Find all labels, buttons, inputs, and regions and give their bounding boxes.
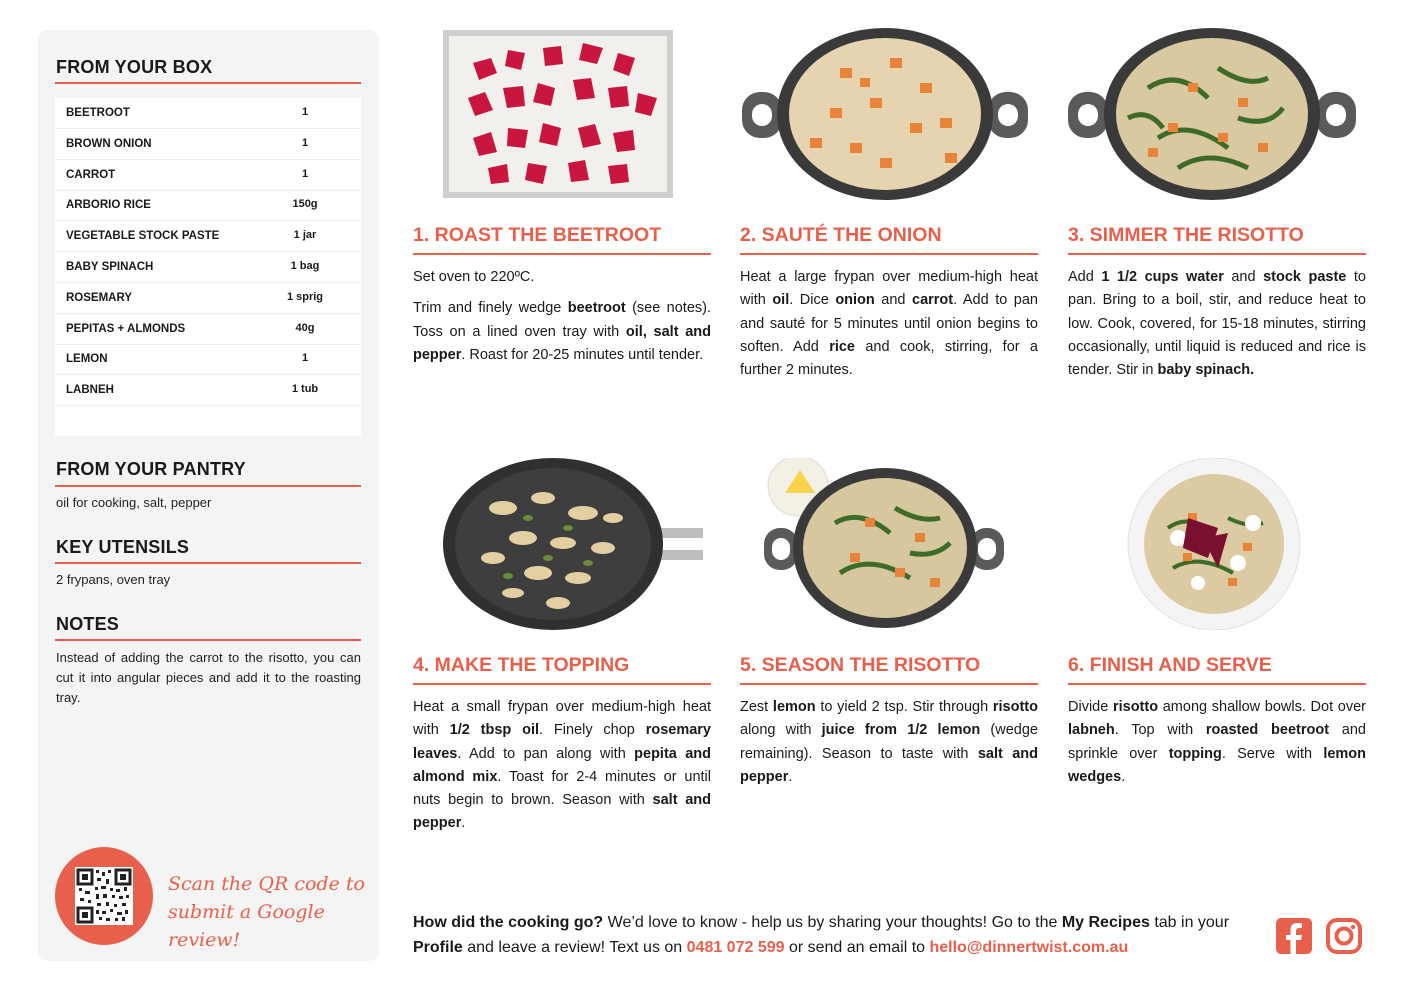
step-text: . Dice: [789, 292, 836, 309]
divider: [55, 562, 361, 564]
ingredient-highlight: 1 1/2 cups water: [1101, 269, 1224, 285]
ingredient-row: [55, 344, 361, 375]
step-text: Divide: [1068, 699, 1113, 715]
step-body: [413, 266, 711, 375]
ingredient-highlight: risotto: [992, 699, 1038, 715]
ingredient-highlight: beetroot: [567, 300, 626, 317]
qr-cta-text: [168, 870, 368, 954]
finished-dish-photo: [1068, 458, 1366, 630]
sidebar: [38, 30, 379, 961]
ingredient-name: VEGETABLE STOCK PASTE: [66, 230, 220, 243]
feedback-question: How did the cooking go?: [413, 914, 604, 931]
phone-link[interactable]: 0481 072 599: [686, 939, 785, 956]
step-title: 3. SIMMER THE RISOTTO: [1068, 224, 1304, 246]
ingredient-highlight: lemon wedges: [1068, 745, 1367, 785]
feedback-text-4: or send an email to: [784, 939, 930, 956]
ingredient-row: [55, 221, 361, 252]
ingredient-qty: 150g: [292, 198, 318, 211]
ingredient-name: BABY SPINACH: [66, 261, 154, 273]
ingredient-highlight: stock paste: [1263, 269, 1347, 285]
divider: [413, 253, 711, 255]
ingredient-name: PEPITAS + ALMONDS: [66, 322, 186, 335]
ingredient-highlight: salt and pepper: [413, 792, 711, 832]
step-text: and: [1223, 269, 1264, 285]
ingredient-row: [55, 98, 361, 129]
step-paragraph: [1068, 266, 1366, 382]
ingredient-qty: 1 jar: [293, 229, 317, 242]
ingredient-qty: 1: [301, 167, 309, 180]
risotto-frypan-photo: [1068, 28, 1366, 200]
ingredient-highlight: pepita and almond mix: [413, 745, 712, 785]
notes-text: Instead of adding the carrot to the risotto, you can cut it into angular pieces and add it to the roasting tray.: [56, 650, 361, 705]
step-title: 2. SAUTÉ THE ONION: [740, 224, 942, 246]
step-paragraph: [740, 696, 1038, 789]
ingredient-qty: 1: [301, 352, 309, 365]
step-text: to yield 2 tsp. Stir through: [815, 699, 993, 715]
pantry-text: oil for cooking, salt, pepper: [56, 495, 212, 510]
step-text: along with: [740, 722, 822, 739]
step-text: . Add to pan and sauté for 5 minutes until onion begins to soften. Add: [740, 292, 1038, 355]
step-text: Zest: [740, 699, 773, 715]
step-title: 6. FINISH AND SERVE: [1068, 654, 1272, 676]
step-body: [1068, 696, 1366, 797]
ingredient-highlight: onion: [835, 292, 875, 309]
divider: [1068, 683, 1366, 685]
step-text: and sprinkle over: [1068, 722, 1366, 762]
step-text: among shallow bowls. Dot over: [1158, 699, 1366, 715]
from-your-box-title: FROM YOUR BOX: [56, 57, 213, 77]
ingredient-name: CARROT: [66, 168, 116, 181]
instagram-icon[interactable]: [1326, 918, 1362, 954]
divider: [740, 683, 1038, 685]
ingredient-highlight: roasted beetroot: [1205, 722, 1330, 739]
ingredient-row: [55, 314, 361, 345]
ingredient-highlight: baby spinach.: [1157, 362, 1255, 379]
step-body: [413, 696, 711, 844]
step-text: Trim and finely wedge: [413, 300, 568, 317]
step-text: .: [788, 768, 793, 785]
step-paragraph: [740, 266, 1038, 382]
divider: [55, 485, 361, 487]
divider: [1068, 253, 1366, 255]
step-paragraph: [413, 297, 711, 367]
step-text: (wedge remaining). Season to taste with: [740, 722, 1038, 762]
ingredient-highlight: 1/2 tbsp oil: [449, 722, 540, 739]
feedback-text-3: and leave a review! Text us on: [462, 939, 687, 956]
step-paragraph: [413, 266, 711, 289]
qr-code-icon: [75, 867, 133, 925]
ingredient-table: [55, 98, 361, 436]
step-text: . Top with: [1114, 722, 1206, 739]
ingredient-name: ROSEMARY: [66, 291, 133, 304]
step-body: [740, 266, 1038, 390]
ingredient-qty: 1 bag: [290, 260, 320, 272]
step-text: Set oven to 220ºC.: [413, 269, 535, 285]
divider: [740, 253, 1038, 255]
my-recipes-link[interactable]: My Recipes: [1061, 914, 1150, 931]
qr-cta-line-2: submit a Google review!: [168, 901, 325, 951]
ingredient-name: ARBORIO RICE: [66, 199, 151, 212]
ingredient-row: [55, 160, 361, 191]
ingredient-qty: 1: [301, 106, 309, 118]
step-title: 5. SEASON THE RISOTTO: [740, 654, 981, 676]
onion-frypan-photo: [740, 28, 1038, 200]
step-text: . Toast for 2-4 minutes or until nuts begin to brown. Season with: [413, 768, 711, 809]
ingredient-highlight: rice: [829, 338, 855, 355]
divider: [413, 683, 711, 685]
ingredient-highlight: salt and pepper: [740, 745, 1038, 785]
step-text: . Roast for 20-25 minutes until tender.: [461, 346, 704, 363]
ingredient-highlight: oil: [772, 292, 790, 309]
ingredient-name: BEETROOT: [66, 107, 130, 119]
step-text: Heat a small frypan over medium-high heat with: [413, 699, 711, 739]
feedback-text: [413, 910, 1263, 960]
ingredient-row: [55, 129, 361, 160]
key-utensils-title: KEY UTENSILS: [56, 537, 190, 557]
ingredient-row: [55, 252, 361, 283]
step-text: . Add to pan along with: [457, 745, 635, 762]
qr-badge[interactable]: [55, 847, 153, 945]
step-body: [740, 696, 1038, 797]
ingredient-highlight: carrot: [912, 292, 954, 309]
feedback-text-2: tab in your: [1149, 914, 1230, 931]
notes-title: NOTES: [56, 614, 120, 634]
step-title: 1. ROAST THE BEETROOT: [413, 224, 662, 246]
step-text: Heat a large frypan over medium-high heat with: [740, 269, 1038, 309]
season-risotto-photo: [740, 458, 1038, 630]
ingredient-row: [55, 283, 361, 314]
ingredient-highlight: juice from 1/2 lemon: [821, 722, 981, 739]
ingredient-highlight: rosemary leaves: [413, 722, 711, 762]
step-title: 4. MAKE THE TOPPING: [413, 654, 630, 676]
email-link[interactable]: hello@dinnertwist.com.au: [929, 939, 1129, 956]
beetroot-tray-photo: [413, 28, 711, 200]
ingredient-highlight: risotto: [1112, 699, 1159, 715]
ingredient-name: LABNEH: [66, 384, 114, 397]
step-text: .: [461, 815, 466, 832]
divider: [55, 82, 361, 84]
ingredient-name: LEMON: [66, 353, 108, 366]
step-text: .: [1121, 768, 1126, 785]
ingredient-highlight: lemon: [772, 699, 816, 715]
ingredient-row: [55, 190, 361, 221]
step-text: . Finely chop: [539, 722, 646, 739]
step-paragraph: [413, 696, 711, 836]
topping-frypan-photo: [413, 458, 711, 630]
ingredient-qty: 40g: [295, 321, 315, 334]
step-text: and: [874, 292, 913, 309]
ingredient-qty: 1 sprig: [286, 290, 324, 303]
ingredient-highlight: oil, salt and pepper: [413, 323, 712, 363]
step-text: to pan. Bring to a boil, stir, and reduce heat to low. Cook, covered, for 15-18 minutes, stirring occasionally, until liquid is reduced and rice is tender. Stir in: [1068, 269, 1366, 379]
ingredient-name: BROWN ONION: [66, 137, 152, 150]
profile-link[interactable]: Profile: [413, 939, 463, 956]
from-your-pantry-title: FROM YOUR PANTRY: [56, 459, 246, 479]
feedback-text-1: We’d love to know - help us by sharing your thoughts! Go to the: [603, 914, 1062, 931]
divider: [55, 639, 361, 641]
ingredient-qty: 1: [301, 136, 309, 149]
step-text: Add: [1068, 269, 1102, 285]
ingredient-highlight: topping: [1168, 745, 1222, 762]
utensils-text: 2 frypans, oven tray: [56, 572, 171, 587]
step-text: . Serve with: [1221, 745, 1324, 762]
step-text: and cook, stirring, for a further 2 minutes.: [740, 338, 1038, 379]
step-text: (see notes). Toss on a lined oven tray with: [413, 300, 711, 340]
ingredient-qty: 1 tub: [291, 383, 319, 396]
ingredient-row: [55, 375, 361, 406]
step-body: [1068, 266, 1366, 390]
ingredient-highlight: labneh: [1068, 722, 1115, 739]
facebook-icon[interactable]: [1276, 918, 1312, 954]
step-paragraph: [1068, 696, 1366, 789]
qr-cta-line-1: Scan the QR code to: [168, 873, 365, 895]
